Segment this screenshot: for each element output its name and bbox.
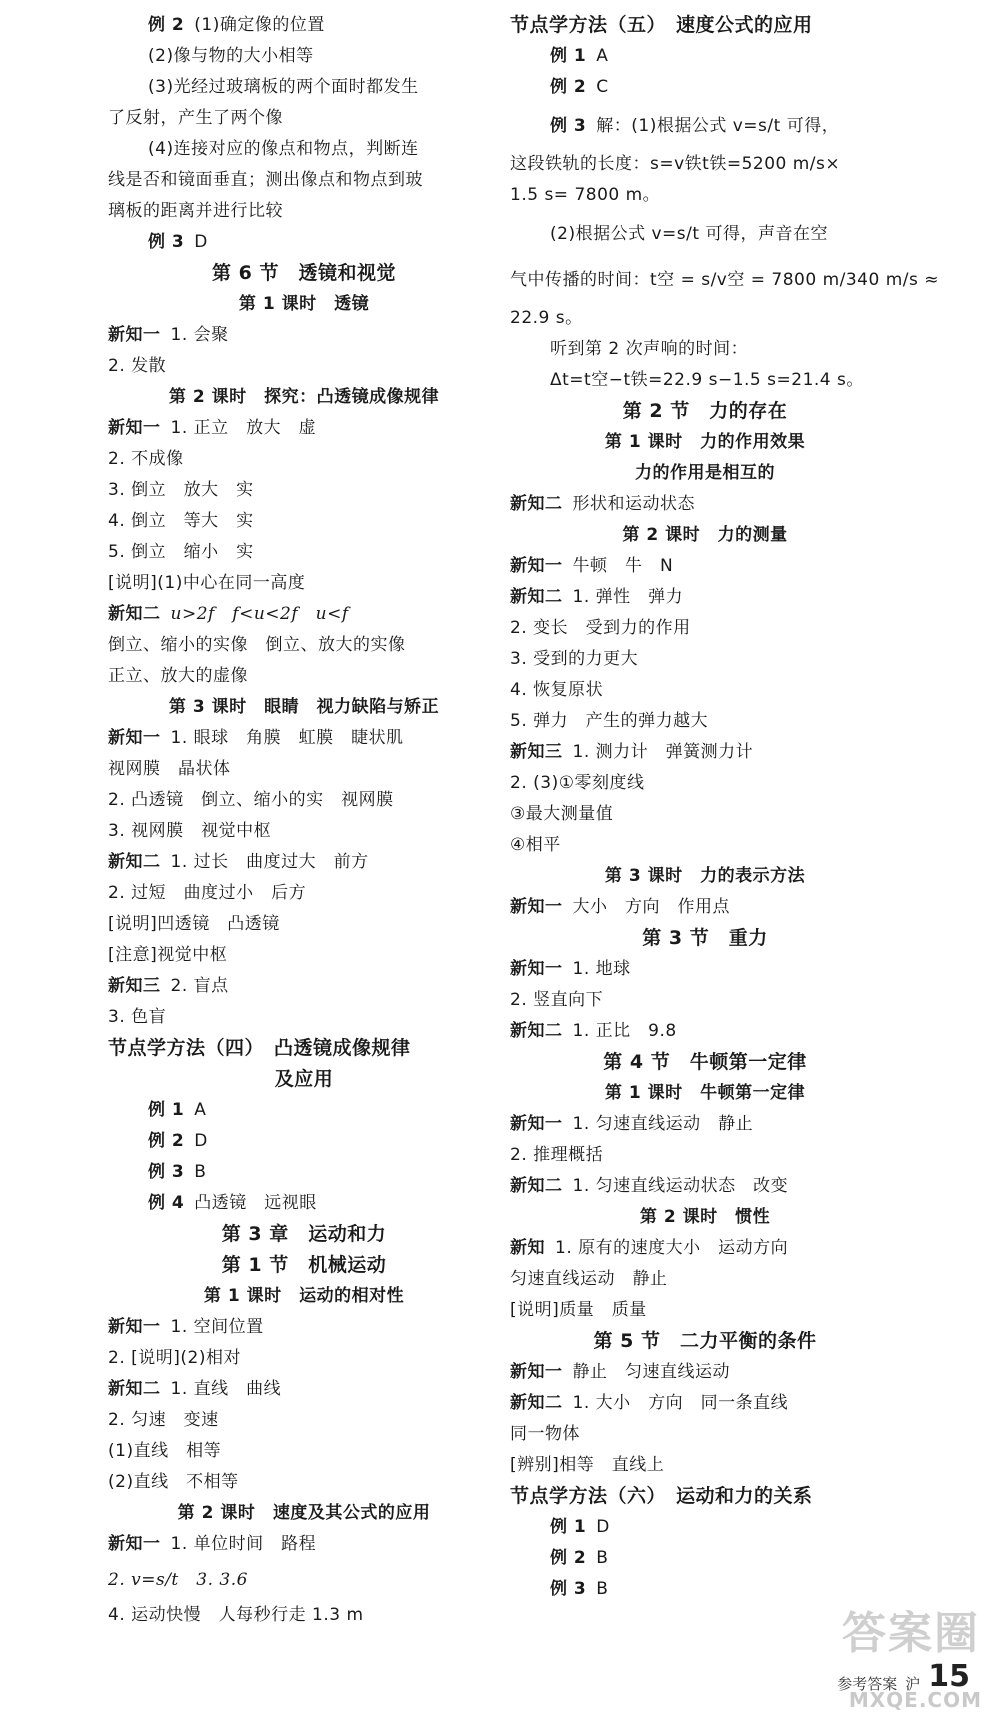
answer-line [510,1357,900,1388]
answer-line [510,1016,900,1047]
answer-text: 凸透镜 远视眼 [194,1193,317,1213]
answer-label: 例 2 [550,77,587,97]
answer-line [108,413,500,444]
answer-line [510,706,900,737]
footer-label: 参考答案 [837,1675,898,1693]
answer-line [108,1374,500,1405]
answer-line [108,351,500,382]
lesson-heading [108,1498,500,1529]
answer-text: 第 3 章 运动和力 [221,1223,387,1245]
answer-line [108,1436,500,1467]
answer-line [108,1467,500,1498]
answer-text: 第 1 课时 透镜 [238,294,370,314]
answer-label: 新知一 [108,1317,161,1337]
answer-text: A [596,46,609,66]
answer-text: 节点学方法（四） 凸透镜成像规律 [108,1037,411,1059]
answer-line [108,847,500,878]
answer-text: 2. 过短 曲度过小 后方 [108,883,307,903]
answer-text: 1. 空间位置 [170,1317,264,1337]
answer-text: 这段铁轨的长度：s=v铁t铁=5200 m/s× [510,154,841,174]
answer-text: 倒立、缩小的实像 倒立、放大的实像 [108,635,406,655]
answer-text: 5. 倒立 缩小 实 [108,542,254,562]
answer-text: 第 2 课时 惯性 [639,1207,771,1227]
answer-line [108,816,500,847]
answer-label: 例 2 [148,15,185,35]
answer-line [510,41,900,72]
answer-label: 例 2 [550,1548,587,1568]
answer-text: 2. 凸透镜 倒立、缩小的实 视网膜 [108,790,394,810]
answer-text: 3. 受到的力更大 [510,649,639,669]
answer-line [510,737,900,768]
answer-text: 大小 方向 作用点 [572,897,730,917]
answer-label: 例 1 [148,1100,185,1120]
section-heading [510,1326,900,1357]
section-heading [510,1481,900,1512]
section-heading [510,10,900,41]
answer-text: 第 2 课时 速度及其公式的应用 [177,1503,431,1523]
answer-line [108,599,500,630]
answer-text: 2. 变长 受到力的作用 [510,618,691,638]
answer-line [108,661,500,692]
answer-label: 新知一 [510,556,563,576]
answer-text: 5. 弹力 产生的弹力越大 [510,711,709,731]
answer-text: 1. 直线 曲线 [170,1379,282,1399]
answer-text: 力的作用是相互的 [635,463,775,483]
watermark-url: MXQE.COM [848,1688,982,1712]
answer-line [510,303,900,334]
answer-text: 2. 匀速 变速 [108,1410,219,1430]
answer-line [108,1126,500,1157]
answer-label: 新知一 [510,1114,563,1134]
answer-text: D [194,1131,208,1151]
answer-line [510,954,900,985]
answer-line [510,180,900,211]
answer-line [510,799,900,830]
answer-line [108,10,500,41]
answer-label: 新知一 [510,897,563,917]
answer-text: 静止 匀速直线运动 [572,1362,730,1382]
answer-label: 例 3 [550,1579,587,1599]
lesson-heading [510,861,900,892]
answer-label: 新知三 [108,976,161,996]
section-heading [108,1033,500,1064]
answer-label: 新知 [510,1238,545,1258]
answer-text: 牛顿 牛 N [572,556,674,576]
left-column [108,10,500,1631]
section-heading [510,1047,900,1078]
answer-text: 了反射，产生了两个像 [108,108,283,128]
section-heading [108,1064,500,1095]
answer-text: 第 3 节 重力 [642,927,768,949]
answer-text: 4. 运动快慢 人每秒行走 1.3 m [108,1605,364,1625]
answer-line [510,103,900,149]
answer-text: 解：(1)根据公式 v=s/t 可得， [596,116,840,136]
answer-line [510,1512,900,1543]
answer-line [108,878,500,909]
lesson-heading [510,1202,900,1233]
answer-line [510,257,940,303]
answer-text: ④相平 [510,835,561,855]
answer-text: 1. 单位时间 路程 [170,1534,317,1554]
answer-line [108,165,500,196]
answer-text: 第 2 课时 力的测量 [622,525,788,545]
answer-text: 形状和运动状态 [572,494,695,514]
section-heading [108,1250,500,1281]
answer-text: B [596,1548,609,1568]
answer-text: 2. 发散 [108,356,167,376]
answer-text: 4. 倒立 等大 实 [108,511,254,531]
answer-line [108,785,500,816]
answer-label: 例 3 [550,116,587,136]
answer-line [108,1312,500,1343]
answer-text: (2)像与物的大小相等 [148,46,314,66]
answer-label: 新知二 [510,1021,563,1041]
answer-line [510,613,900,644]
answer-text: 节点学方法（五） 速度公式的应用 [510,14,813,36]
answer-line [108,568,500,599]
answer-text: 气中传播的时间：t空 = s/v空 = 7800 m/340 m/s ≈ [510,270,940,290]
answer-text: C [596,77,609,97]
answer-line [510,1388,900,1419]
answer-text: 听到第 2 次声响的时间： [550,339,749,359]
answer-text: 2. 推理概括 [510,1145,604,1165]
answer-text: 第 6 节 透镜和视觉 [212,262,396,284]
answer-text: 第 1 节 机械运动 [221,1254,387,1276]
answer-text: ③最大测量值 [510,804,614,824]
answer-text: 1. 匀速直线运动状态 改变 [572,1176,789,1196]
answer-text: 第 4 节 牛顿第一定律 [603,1051,807,1073]
lesson-heading [510,458,900,489]
lesson-heading [510,520,900,551]
answer-text: 璃板的距离并进行比较 [108,201,283,221]
answer-line [510,582,900,613]
answer-text: 1. 地球 [572,959,631,979]
answer-line [108,320,500,351]
answer-label: 新知二 [510,1176,563,1196]
answer-line [108,41,500,72]
answer-text: 第 1 课时 力的作用效果 [604,432,806,452]
answer-text: 22.9 s。 [510,308,583,328]
answer-text: 第 2 节 力的存在 [622,400,788,422]
answer-label: 例 1 [550,1517,587,1537]
answer-text: [说明]凹透镜 凸透镜 [108,914,280,934]
answer-line [510,1543,900,1574]
answer-text: 3. 色盲 [108,1007,167,1027]
lesson-heading [510,1078,900,1109]
answer-label: 例 3 [148,1162,185,1182]
answer-line [108,940,500,971]
answer-text: 2. v=s/t 3. 3.6 [108,1570,248,1590]
answer-label: 新知二 [108,1379,161,1399]
answer-line [108,971,500,1002]
answer-line [510,149,900,180]
answer-text: B [596,1579,609,1599]
answer-text: B [194,1162,207,1182]
answer-line [108,1405,500,1436]
answer-text: D [194,232,208,252]
answer-line [510,365,900,396]
answer-text: 第 1 课时 牛顿第一定律 [604,1083,806,1103]
answer-text: 及应用 [274,1068,334,1090]
answer-label: 新知二 [108,852,161,872]
answer-label: 新知一 [108,418,161,438]
section-heading [510,923,900,954]
answer-line [510,675,900,706]
answer-label: 新知二 [108,604,161,624]
footer-chapter: 沪 [905,1675,921,1693]
answer-line [510,1233,900,1264]
answer-text: 2. 不成像 [108,449,184,469]
right-column [510,10,940,1605]
answer-line [108,196,500,227]
answer-text: 4. 恢复原状 [510,680,604,700]
answer-line [510,1264,900,1295]
answer-text: (2)直线 不相等 [108,1472,239,1492]
answer-label: 新知二 [510,494,563,514]
answer-label: 新知二 [510,1393,563,1413]
answer-line [108,72,500,103]
answer-line [510,1295,900,1326]
answer-line [108,1157,500,1188]
answer-text: 2. 盲点 [170,976,229,996]
answer-line [510,1140,900,1171]
answer-line [510,892,900,923]
answer-line [108,630,500,661]
answer-text: 匀速直线运动 静止 [510,1269,668,1289]
answer-text: 第 1 课时 运动的相对性 [203,1286,405,1306]
answer-text: 1. 原有的速度大小 运动方向 [555,1238,789,1258]
answer-line [510,489,900,520]
answer-label: 新知一 [108,728,161,748]
answer-text: 1. 会聚 [170,325,229,345]
section-heading [108,258,500,289]
answer-line [510,830,900,861]
answer-line [108,506,500,537]
answer-text: D [596,1517,610,1537]
page-footer [837,1659,970,1694]
lesson-heading [108,692,500,723]
answer-text: (1)直线 相等 [108,1441,222,1461]
lesson-heading [108,1281,500,1312]
answer-text: 线是否和镜面垂直；测出像点和物点到玻 [108,170,423,190]
answer-text: [说明]质量 质量 [510,1300,647,1320]
answer-text: 1. 弹性 弹力 [572,587,684,607]
answer-line [108,754,500,785]
answer-label: 例 4 [148,1193,185,1213]
answer-text: 3. 倒立 放大 实 [108,480,254,500]
answer-text: [注意]视觉中枢 [108,945,228,965]
answer-line [510,72,900,103]
answer-line [108,1002,500,1033]
answer-line [108,1188,500,1219]
answer-text: 1. 测力计 弹簧测力计 [572,742,754,762]
answer-text: [说明](1)中心在同一高度 [108,573,306,593]
lesson-heading [510,427,900,458]
answer-text: 第 3 课时 眼睛 视力缺陷与矫正 [168,697,440,717]
page-number: 15 [928,1659,970,1694]
answer-line [510,1109,900,1140]
answer-line [510,985,900,1016]
answer-line [108,475,500,506]
answer-line [108,1095,500,1126]
answer-line [108,134,500,165]
answer-line [108,1343,500,1374]
answer-line [510,334,900,365]
answer-text: (3)光经过玻璃板的两个面时都发生 [148,77,419,97]
lesson-heading [108,382,500,413]
answer-line [510,1450,900,1481]
answer-text: 1. 大小 方向 同一条直线 [572,1393,789,1413]
answer-line [108,1600,500,1631]
answer-text: (2)根据公式 v=s/t 可得，声音在空 [550,224,828,244]
answer-text: 3. 视网膜 视觉中枢 [108,821,272,841]
answer-line [510,211,900,257]
answer-line [108,909,500,940]
answer-label: 例 1 [550,46,587,66]
answer-text: u>2f f<u<2f u<f [170,604,349,624]
answer-text: 第 2 课时 探究：凸透镜成像规律 [168,387,440,407]
answer-text: 1. 过长 曲度过大 前方 [170,852,369,872]
answer-label: 新知一 [510,1362,563,1382]
answer-text: 节点学方法（六） 运动和力的关系 [510,1485,813,1507]
answer-text: [辨别]相等 直线上 [510,1455,665,1475]
answer-label: 例 3 [148,232,185,252]
answer-line [108,1529,500,1560]
answer-line [108,444,500,475]
answer-text: 1. 正立 放大 虚 [170,418,317,438]
answer-line [510,1419,900,1450]
answer-text: A [194,1100,207,1120]
answer-line [108,537,500,568]
answer-text: 1. 正比 9.8 [572,1021,677,1041]
answer-line [510,768,900,799]
answer-text: (4)连接对应的像点和物点，判断连 [148,139,419,159]
answer-label: 新知一 [108,1534,161,1554]
answer-label: 例 2 [148,1131,185,1151]
answer-text: 第 5 节 二力平衡的条件 [593,1330,817,1352]
answer-text: 正立、放大的虚像 [108,666,248,686]
answer-label: 新知一 [510,959,563,979]
answer-label: 新知二 [510,587,563,607]
answer-text: 第 3 课时 力的表示方法 [604,866,806,886]
answer-line [510,551,900,582]
section-heading [510,396,900,427]
answer-text: Δt=t空−t铁=22.9 s−1.5 s=21.4 s。 [550,370,864,390]
answer-text: (1)确定像的位置 [194,15,325,35]
answer-text: 1.5 s= 7800 m。 [510,185,661,205]
answer-line [108,103,500,134]
answer-text: 1. 眼球 角膜 虹膜 睫状肌 [170,728,404,748]
answer-line [510,644,900,675]
answer-line [108,227,500,258]
answer-text: 2. 竖直向下 [510,990,604,1010]
answer-text: 2. [说明](2)相对 [108,1348,241,1368]
answer-text: 同一物体 [510,1424,580,1444]
watermark-logo: 答案圈 [842,1608,980,1659]
answer-text: 1. 匀速直线运动 静止 [572,1114,754,1134]
answer-line [510,1171,900,1202]
answer-line [108,1560,500,1600]
section-heading [108,1219,500,1250]
answer-label: 新知三 [510,742,563,762]
answer-text: 2. (3)①零刻度线 [510,773,645,793]
answer-text: 视网膜 晶状体 [108,759,231,779]
answer-label: 新知一 [108,325,161,345]
lesson-heading [108,289,500,320]
answer-line [108,723,500,754]
